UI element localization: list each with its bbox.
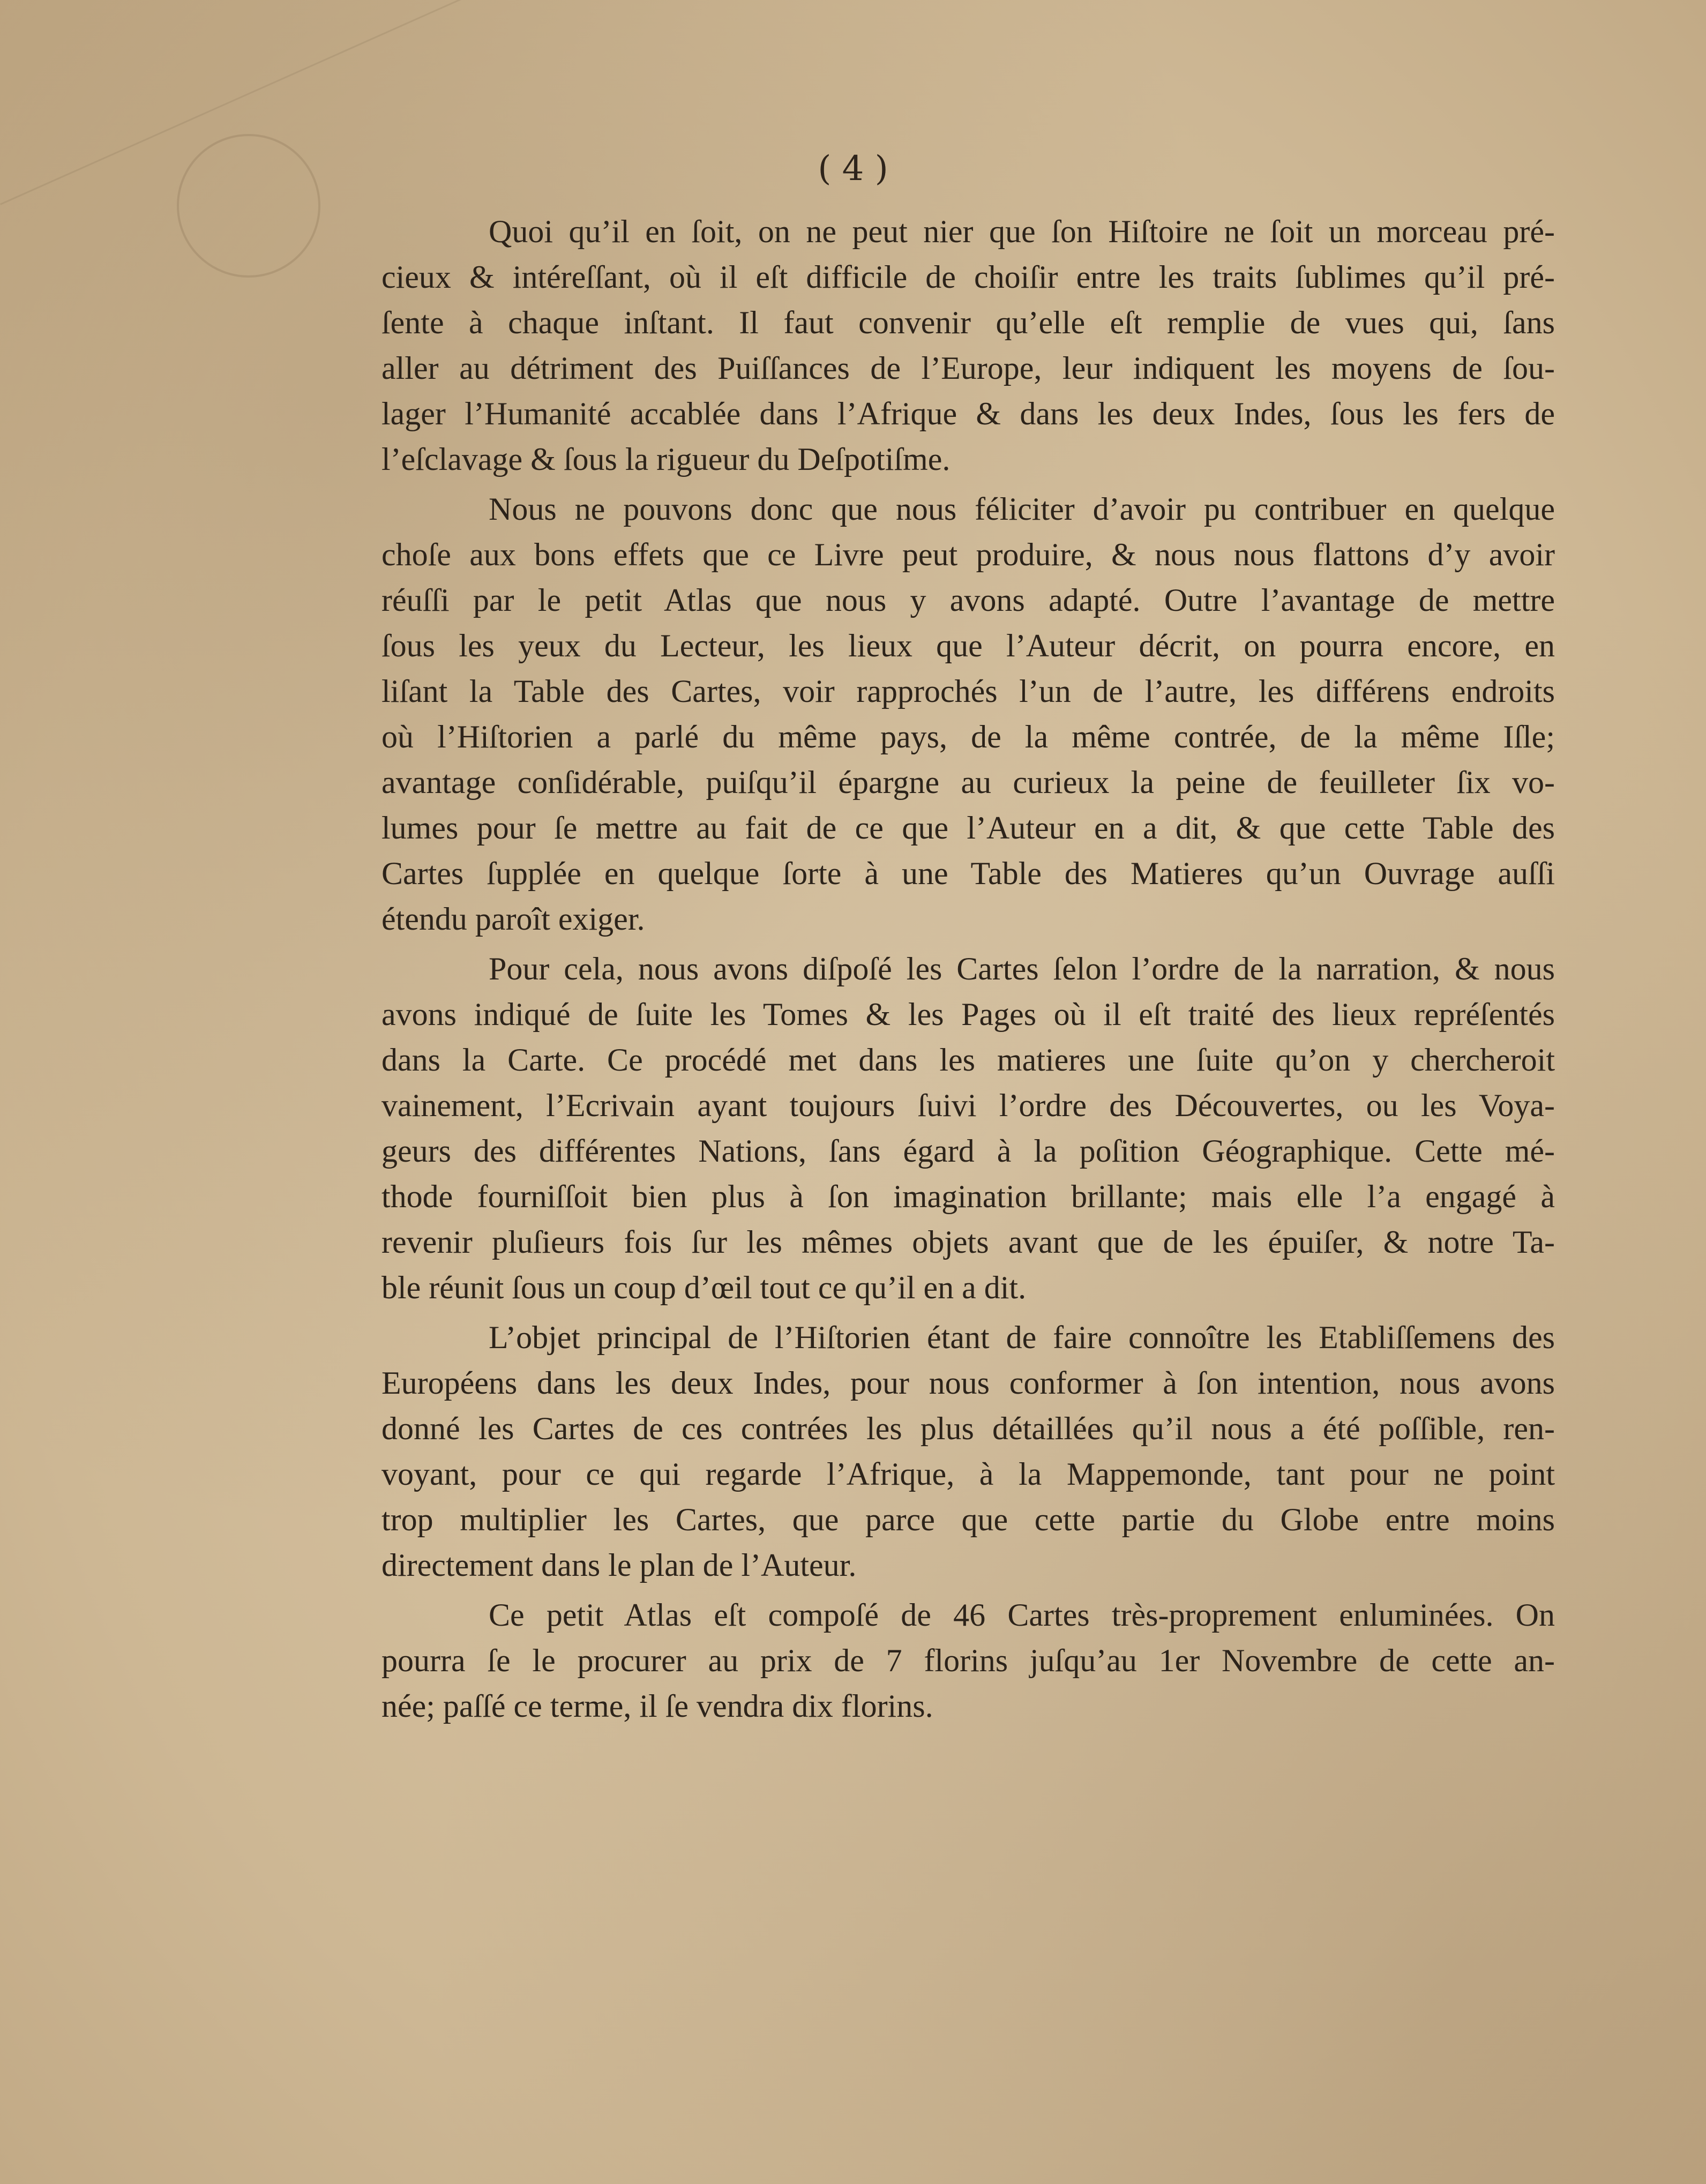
text-line: directement dans le plan de l’Auteur. [381,1547,857,1583]
text-line: avantage conſidérable, puiſqu’il épargne au curieux la peine de feuilleter ſix vo- [381,765,1555,800]
text-line: ſous les yeux du Lecteur, les lieux que l’Auteur décrit, on pourra encore, en [381,628,1555,663]
paragraph-3 [381,946,1555,1311]
text-line: Ce petit Atlas eſt compoſé de 46 Cartes très-proprement enluminées. On [489,1597,1555,1633]
text-line: Quoi qu’il en ſoit, on ne peut nier que ſon Hiſtoire ne ſoit un morceau pré- [489,214,1555,249]
text-line: Européens dans les deux Indes, pour nous conformer à ſon intention, nous avons [381,1365,1555,1401]
text-line: née; paſſé ce terme, il ſe vendra dix florins. [381,1688,933,1724]
text-line: où l’Hiſtorien a parlé du même pays, de la même contrée, de la même Iſle; [381,719,1555,754]
text-line: aller au détriment des Puiſſances de l’Europe, leur indiquent les moyens de ſou- [381,350,1555,386]
paragraph-4 [381,1315,1555,1588]
text-line: cieux & intéreſſant, où il eſt difficile de choiſir entre les traits ſublimes qu’il pré- [381,259,1555,295]
text-line: avons indiqué de ſuite les Tomes & les Pages où il eſt traité des lieux repréſentés [381,997,1555,1032]
text-line: ſente à chaque inſtant. Il faut convenir qu’elle eſt remplie de vues qui, ſans [381,305,1555,340]
text-line: lumes pour ſe mettre au fait de ce que l’Auteur en a dit, & que cette Table des [381,810,1555,846]
text-line: dans la Carte. Ce procédé met dans les matieres une ſuite qu’on y chercheroit [381,1042,1555,1078]
text-line: réuſſi par le petit Atlas que nous y avons adapté. Outre l’avantage de mettre [381,582,1555,618]
page-number: ( 4 ) [818,149,888,189]
text-line: vainement, l’Ecrivain ayant toujours ſuivi l’ordre des Découvertes, ou les Voya- [381,1088,1555,1123]
paragraph-1 [381,209,1555,482]
body-text [381,209,1555,1733]
text-line: choſe aux bons effets que ce Livre peut produire, & nous nous flattons d’y avoir [381,537,1555,572]
text-line: thode fourniſſoit bien plus à ſon imagination brillante; mais elle l’a engagé à [381,1179,1555,1214]
text-line: geurs des différentes Nations, ſans égard à la poſition Géographique. Cette mé- [381,1133,1555,1169]
text-line: pourra ſe le procurer au prix de 7 florins juſqu’au 1er Novembre de cette an- [381,1643,1555,1678]
paragraph-5 [381,1592,1555,1729]
text-line: étendu paroît exiger. [381,901,645,937]
text-line: l’eſclavage & ſous la rigueur du Deſpotiſme. [381,442,951,477]
text-line: lager l’Humanité accablée dans l’Afrique & dans les deux Indes, ſous les fers de [381,396,1555,431]
text-line: revenir pluſieurs fois ſur les mêmes objets avant que de les épuiſer, & notre Ta- [381,1224,1555,1260]
text-line: Nous ne pouvons donc que nous féliciter d’avoir pu contribuer en quelque [489,491,1555,527]
text-line: liſant la Table des Cartes, voir rapprochés l’un de l’autre, les différens endroits [381,674,1555,709]
text-line: Pour cela, nous avons diſpoſé les Cartes ſelon l’ordre de la narration, & nous [489,951,1555,986]
text-line: trop multiplier les Cartes, que parce que cette partie du Globe entre moins [381,1502,1555,1537]
text-line: donné les Cartes de ces contrées les plus détaillées qu’il nous a été poſſible, ren- [381,1411,1555,1446]
text-line: L’objet principal de l’Hiſtorien étant de faire connoître les Etabliſſemens des [489,1320,1555,1355]
text-line: Cartes ſupplée en quelque ſorte à une Table des Matieres qu’un Ouvrage auſſi [381,856,1555,891]
text-line: ble réunit ſous un coup d’œil tout ce qu’il en a dit. [381,1270,1027,1305]
text-line: voyant, pour ce qui regarde l’Afrique, à la Mappemonde, tant pour ne point [381,1456,1555,1492]
paragraph-2 [381,487,1555,942]
